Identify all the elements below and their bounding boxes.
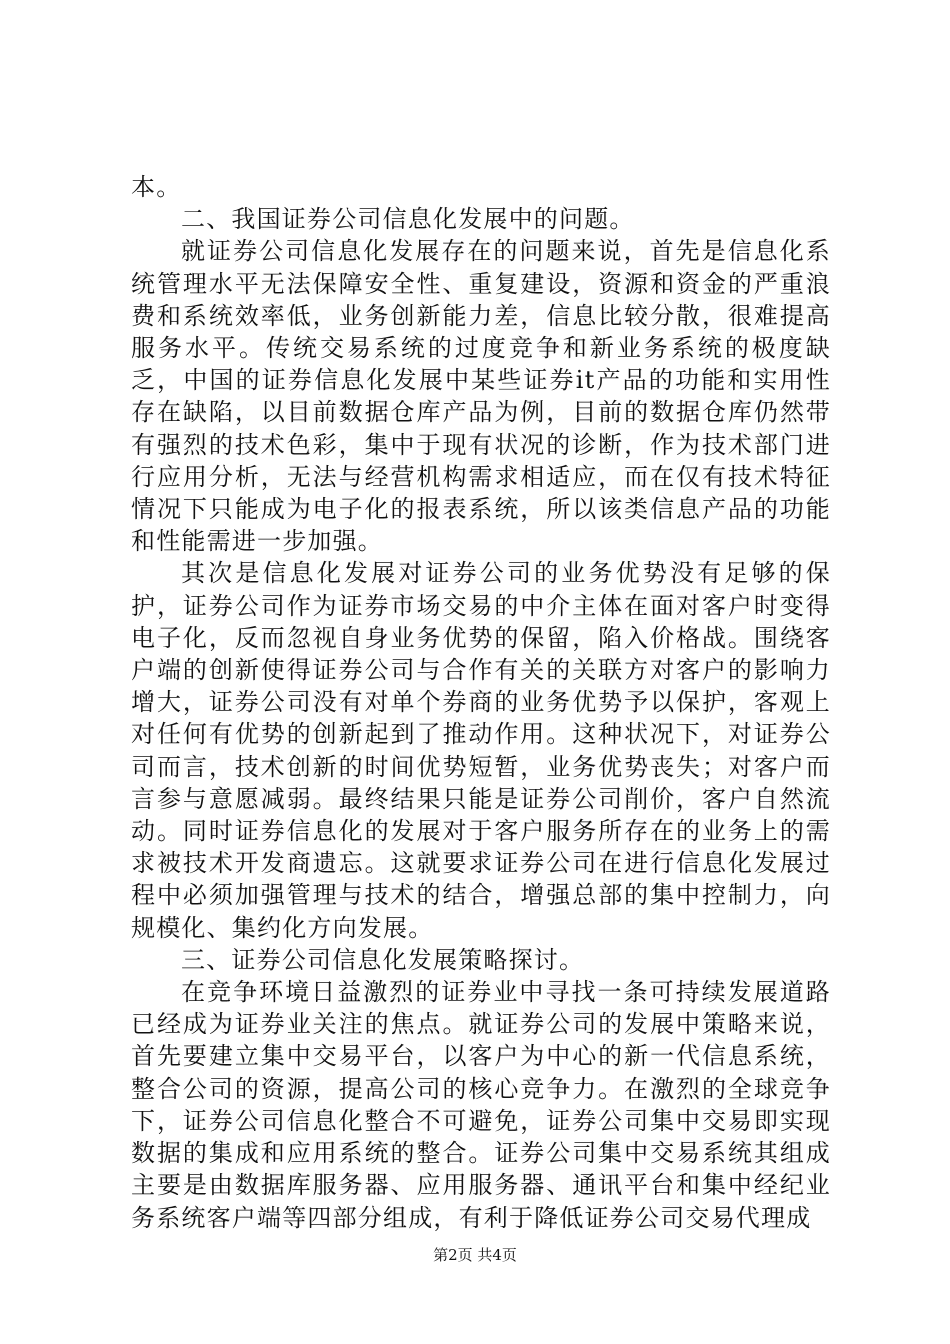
paragraph: 在竞争环境日益激烈的证券业中寻找一条可持续发展道路已经成为证券业关注的焦点。就证券公司的发展中策略来说，首先要建立集中交易平台，以客户为中心的新一代信息系统，整合公司的资源，提高公司的核心竞争力。在激烈的全球竞争下，证券公司信息化整合不可避免，证券公司集中交易即实现数据的集成和应用系统的整合。证券公司集中交易系统其组成主要是由数据库服务器、应用服务器、通讯平台和集中经纪业务系统客户端等四部分组成，有利于降低证券公司交易代理成 (131, 978, 831, 1232)
paragraph-continuation: 本。 (131, 173, 182, 201)
paragraph: 其次是信息化发展对证券公司的业务优势没有足够的保护，证券公司作为证券市场交易的中介主体在面对客户时变得电子化，反而忽视自身业务优势的保留，陷入价格战。围绕客户端的创新使得证券公司与合作有关的关联方对客户的影响力增大，证券公司没有对单个券商的业务优势予以保护，客观上对任何有优势的创新起到了推动作用。这种状况下，对证券公司而言，技术创新的时间优势短暂，业务优势丧失；对客户而言参与意愿减弱。最终结果只能是证券公司削价，客户自然流动。同时证券信息化的发展对于客户服务所存在的业务上的需求被技术开发商遗忘。这就要求证券公司在进行信息化发展过程中必须加强管理与技术的结合，增强总部的集中控制力，向规模化、集约化方向发展。 (131, 559, 831, 942)
section-heading-problems: 二、我国证券公司信息化发展中的问题。 (181, 205, 635, 234)
document-body (131, 171, 831, 1234)
paragraph: 就证券公司信息化发展存在的问题来说，首先是信息化系统管理水平无法保障安全性、重复建设，资源和资金的严重浪费和系统效率低，业务创新能力差，信息比较分散，很难提高服务水平。传统交易系统的过度竞争和新业务系统的极度缺乏，中国的证券信息化发展中某些证券it产品的功能和实用性存在缺陷，以目前数据仓库产品为例，目前的数据仓库仍然带有强烈的技术色彩，集中于现有状况的诊断，作为技术部门进行应用分析，无法与经营机构需求相适应，而在仅有技术特征情况下只能成为电子化的报表系统，所以该类信息产品的功能和性能需进一步加强。 (131, 237, 831, 556)
section-heading-strategy: 三、证券公司信息化发展策略探讨。 (181, 945, 585, 974)
page-number-footer: 第2页 共4页 (433, 1246, 517, 1264)
